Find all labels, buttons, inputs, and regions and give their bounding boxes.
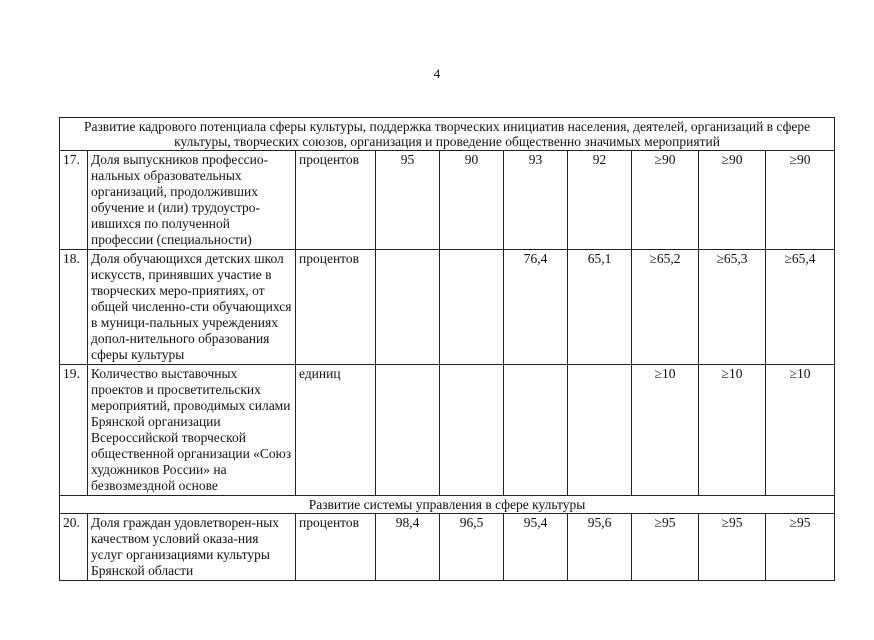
table-row: [60, 151, 835, 250]
value-cell: 95,4: [504, 514, 568, 581]
value-cell: 65,1: [568, 250, 632, 365]
value-cell: 95,6: [568, 514, 632, 581]
value-cell: ≥95: [699, 514, 766, 581]
unit-cell: процентов: [296, 250, 376, 365]
value-cell: ≥90: [766, 151, 835, 250]
page-number: 4: [433, 66, 441, 81]
value-cell: ≥95: [766, 514, 835, 581]
table-row: [60, 365, 835, 496]
indicator-description: Доля граждан удовлетворен-ных качеством условий оказа-ния услуг организациями культуры Брянской области: [88, 514, 296, 581]
indicators-table: [59, 117, 835, 581]
unit-cell: процентов: [296, 151, 376, 250]
value-cell: ≥65,3: [699, 250, 766, 365]
value-cell: ≥90: [632, 151, 699, 250]
value-cell: ≥10: [766, 365, 835, 496]
unit-cell: единиц: [296, 365, 376, 496]
section-title: Развитие кадрового потенциала сферы культуры, поддержка творческих инициатив населения, деятелей, организаций в сфере культуры, творческих союзов, организация и проведение общественно значимых мероприятий: [60, 118, 835, 151]
value-cell: 98,4: [376, 514, 440, 581]
section-header-row: [60, 118, 835, 151]
value-cell: ≥10: [699, 365, 766, 496]
value-cell: ≥65,4: [766, 250, 835, 365]
section-title: Развитие системы управления в сфере культуры: [60, 496, 835, 514]
indicator-description: Количество выставочных проектов и просветительских мероприятий, проводимых силами Брянской организации Всероссийской творческой общественной организации «Союз художников России» на безвозмездной основе: [88, 365, 296, 496]
value-cell: [568, 365, 632, 496]
row-number: 20.: [60, 514, 88, 581]
row-number: 18.: [60, 250, 88, 365]
table-row: [60, 514, 835, 581]
indicator-description: Доля выпускников профессио-нальных образовательных организаций, продолживших обучение и (или) трудоустро-ившихся по полученной профессии (специальности): [88, 151, 296, 250]
section-header-row: [60, 496, 835, 514]
value-cell: [376, 250, 440, 365]
value-cell: ≥90: [699, 151, 766, 250]
value-cell: 93: [504, 151, 568, 250]
value-cell: [504, 365, 568, 496]
value-cell: [440, 365, 504, 496]
value-cell: ≥95: [632, 514, 699, 581]
unit-cell: процентов: [296, 514, 376, 581]
value-cell: 95: [376, 151, 440, 250]
value-cell: 96,5: [440, 514, 504, 581]
value-cell: ≥10: [632, 365, 699, 496]
value-cell: 90: [440, 151, 504, 250]
value-cell: ≥65,2: [632, 250, 699, 365]
value-cell: 76,4: [504, 250, 568, 365]
indicator-description: Доля обучающихся детских школ искусств, принявших участие в творческих меро-приятиях, от общей численно-сти обучающихся в муници-пальных учреждениях допол-нительного образования сферы культуры: [88, 250, 296, 365]
row-number: 19.: [60, 365, 88, 496]
table-row: [60, 250, 835, 365]
row-number: 17.: [60, 151, 88, 250]
value-cell: [440, 250, 504, 365]
value-cell: 92: [568, 151, 632, 250]
value-cell: [376, 365, 440, 496]
